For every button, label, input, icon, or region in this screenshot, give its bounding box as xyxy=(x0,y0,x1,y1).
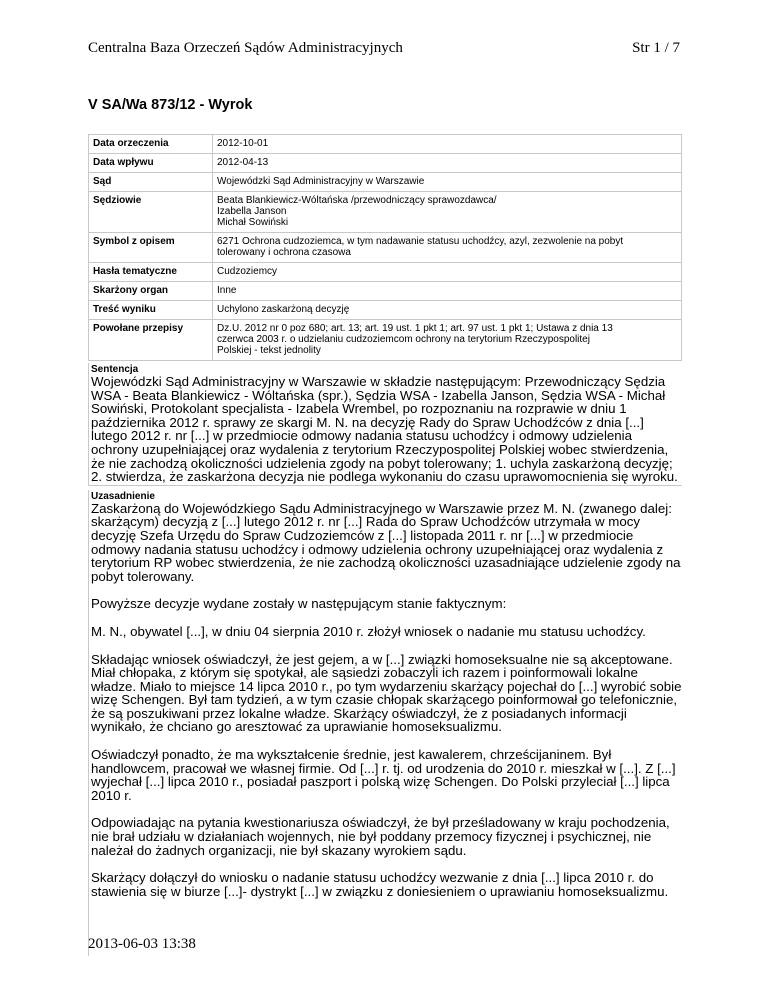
metadata-row xyxy=(89,263,682,282)
metadata-row xyxy=(89,192,682,233)
page-number: Str 1 / 7 xyxy=(632,40,680,56)
metadata-value xyxy=(213,154,682,173)
document-title: V SA/Wa 873/12 - Wyrok xyxy=(88,97,253,113)
uzasadnienie-paragraph: Odpowiadając na pytania kwestionariusza oświadczył, że był prześladowany w kraju pochodzenia, nie brał udziału w działaniach wojennych, nie był poddany przemocy fizycznej i psychicznej, nie należał do żadnych organizacji, nie był skazany wyrokiem sądu. xyxy=(91,815,670,858)
metadata-value-line: Beata Blankiewicz-Wóltańska /przewodniczący sprawozdawca/ xyxy=(217,195,497,206)
uzasadnienie-paragraph: Zaskarżoną do Wojewódzkiego Sądu Administracyjnego w Warszawie przez M. N. (zwanego dalej: skarżącym) decyzją z [...] lutego 2012 r. nr [...] Rada do Spraw Uchodźców utrzymała w mocy decyzję Szefa Urzędu do Spraw Cudzoziemców z [...] listopada 2011 r. nr [...] w przedmiocie odmowy nadania statusu uchodźcy i odmowy udzielenia ochrony uzupełniającej oraz wydalenia z terytorium RP wobec stwierdzenia, że nie zachodzą okoliczności uzasadniające udzielenie zgody na pobyt tolerowany. xyxy=(91,500,681,584)
metadata-label: Powołane przepisy xyxy=(89,320,213,361)
uzasadnienie-paragraph: M. N., obywatel [...], w dniu 04 sierpnia 2010 r. złożył wniosek o nadanie mu statusu uchodźcy. xyxy=(91,623,646,639)
metadata-value-line: Inne xyxy=(217,285,237,296)
metadata-row xyxy=(89,320,682,361)
metadata-value-line: 2012-04-13 xyxy=(217,157,269,168)
metadata-value-line: Uchylono zaskarżoną decyzję xyxy=(217,304,350,315)
document-content xyxy=(88,96,682,956)
metadata-value-line: czerwca 2003 r. o udzielaniu cudzoziemcom ochrony na terytorium Rzeczypospolitej xyxy=(217,334,590,345)
metadata-row xyxy=(89,301,682,320)
metadata-value xyxy=(213,301,682,320)
sentencja-label: Sentencja xyxy=(91,364,139,375)
metadata-table xyxy=(88,134,682,361)
metadata-value xyxy=(213,233,682,263)
metadata-label: Sąd xyxy=(89,173,213,192)
metadata-value xyxy=(213,135,682,154)
metadata-value xyxy=(213,173,682,192)
site-title: Centralna Baza Orzeczeń Sądów Administracyjnych xyxy=(88,40,403,56)
metadata-value xyxy=(213,192,682,233)
metadata-value-line: Michał Sowiński xyxy=(217,217,289,228)
metadata-row xyxy=(89,233,682,263)
metadata-row xyxy=(89,135,682,154)
metadata-row xyxy=(89,282,682,301)
sentencja-text: Wojewódzki Sąd Administracyjny w Warszawie w składzie następującym: Przewodniczący Sędzia WSA - Beata Blankiewicz - Wóltańska (spr.), Sędzia WSA - Izabella Janson, Sędzia WSA - Michał Sowiński, Protokolant specjalista - Izabela Wrembel, po rozpoznaniu na rozprawie w dniu 1 października 2012 r. sprawy ze skargi M. N. na decyzję Rady do Spraw Uchodźców z dnia [...] lutego 2012 r. nr [...] w przedmiocie odmowy nadania statusu uchodźcy i odmowy udzielenia ochrony uzupełniającej oraz wydalenia z terytorium Rzeczypospolitej Polskiej wobec stwierdzenia, że nie zachodzą okoliczności udzielenia zgody na pobyt tolerowany; 1. uchyla zaskarżoną decyzję; 2. stwierdza, że zaskarżona decyzja nie podlega wykonaniu do czasu uprawomocnienia się wyroku. xyxy=(91,374,678,485)
metadata-value-line: tolerowany i ochrona czasowa xyxy=(217,247,351,258)
metadata-label: Sędziowie xyxy=(89,192,213,233)
metadata-row xyxy=(89,154,682,173)
metadata-label: Data wpływu xyxy=(89,154,213,173)
metadata-value xyxy=(213,263,682,282)
uzasadnienie-paragraph: Powyższe decyzje wydane zostały w następującym stanie faktycznym: xyxy=(91,596,507,612)
metadata-label: Hasła tematyczne xyxy=(89,263,213,282)
metadata-value-line: 6271 Ochrona cudzoziemca, w tym nadawanie statusu uchodźcy, azyl, zezwolenie na pobyt xyxy=(217,236,624,247)
metadata-label: Skarżony organ xyxy=(89,282,213,301)
metadata-value-line: Wojewódzki Sąd Administracyjny w Warszawie xyxy=(217,176,425,187)
metadata-value-line: Cudzoziemcy xyxy=(217,266,278,277)
metadata-value-line: 2012-10-01 xyxy=(217,138,269,149)
metadata-label: Treść wyniku xyxy=(89,301,213,320)
uzasadnienie-label: Uzasadnienie xyxy=(91,490,155,502)
print-timestamp: 2013-06-03 13:38 xyxy=(88,936,196,952)
uzasadnienie-body xyxy=(91,502,682,899)
uzasadnienie-section xyxy=(88,490,682,956)
metadata-value-line: Izabella Janson xyxy=(217,206,287,217)
metadata-label: Symbol z opisem xyxy=(89,233,213,263)
uzasadnienie-paragraph: Skarżący dołączył do wniosku o nadanie statusu uchodźcy wezwanie z dnia [...] lipca 2010 r. do stawienia się w biurze [...]- dystrykt [...] w związku z doniesieniem o uprawianiu homoseksualizmu. xyxy=(91,870,669,899)
metadata-row xyxy=(89,173,682,192)
page-header xyxy=(88,40,680,60)
metadata-value xyxy=(213,320,682,361)
metadata-label: Data orzeczenia xyxy=(89,135,213,154)
metadata-value-line: Polskiej - tekst jednolity xyxy=(217,345,321,356)
uzasadnienie-paragraph: Składając wniosek oświadczył, że jest gejem, a w [...] związki homoseksualne nie są akceptowane. Miał chłopaka, z którym się spotykał, ale sąsiedzi zobaczyli ich razem i poinformowali lokalne władze. Miało to miejsce 14 lipca 2010 r., po tym wydarzeniu skarżący pojechał do [...] wyrobić sobie wizę Schengen. Był tam tydzień, a w tym czasie chłopak skarżącego poinformował go telefonicznie, że są poszukiwani przez lokalne władze. Skarżący oświadczył, że z posiadanych informacji wynikało, że chciano go aresztować za uprawianie homoseksualizmu. xyxy=(91,651,682,735)
sentencja-section xyxy=(88,363,682,486)
metadata-value-line: Dz.U. 2012 nr 0 poz 680; art. 13; art. 19 ust. 1 pkt 1; art. 97 ust. 1 pkt 1; Ustawa z dnia 13 xyxy=(217,323,613,334)
metadata-value xyxy=(213,282,682,301)
uzasadnienie-paragraph: Oświadczył ponadto, że ma wykształcenie średnie, jest kawalerem, chrześcijaninem. Był handlowcem, pracował we własnej firmie. Od [...] r. tj. od urodzenia do 2010 r. mieszkał w [...]. Z [...] wyjechał [...] lipca 2010 r., posiadał paszport i polską wizę Schengen. Do Polski przyleciał [...] lipca 2010 r. xyxy=(91,747,676,803)
